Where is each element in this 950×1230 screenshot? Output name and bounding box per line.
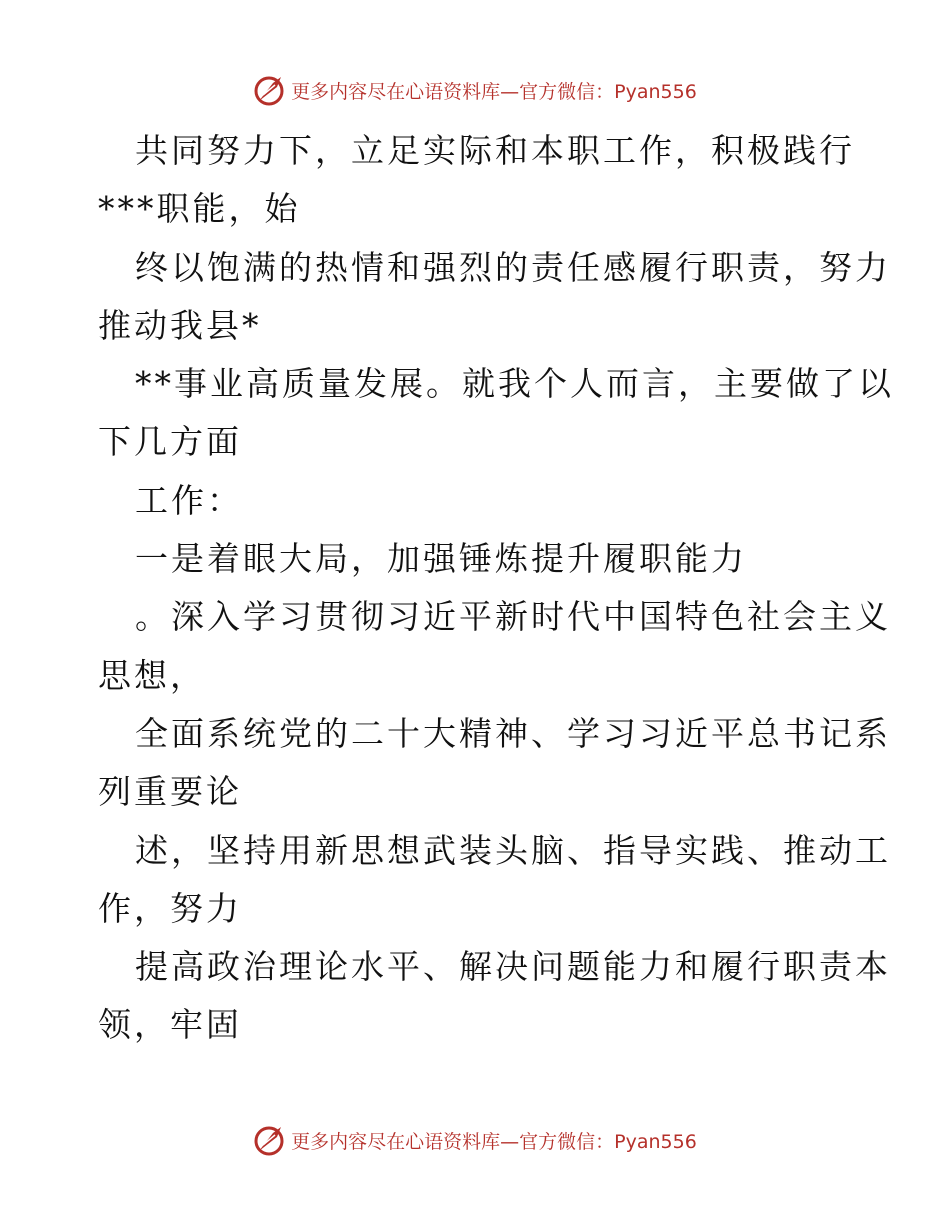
body-line: 共同努力下，立足实际和本职工作，积极践行 — [135, 131, 855, 170]
footer-brand-text: 更多内容尽在心语资料库 — [291, 1130, 501, 1153]
body-line: 述，坚持用新思想武装头脑、指导实践、推动工 — [135, 830, 891, 870]
body-line: 思想， — [98, 655, 206, 695]
quill-logo-icon — [253, 1123, 287, 1157]
body-line: 提高政治理论水平、解决问题能力和履行职责本 — [135, 947, 891, 987]
header-brand-text: 更多内容尽在心语资料库 — [291, 80, 501, 103]
body-line: **事业高质量发展。就我个人而言，主要做了以 — [135, 364, 894, 404]
body-line: 列重要论 — [98, 772, 242, 812]
footer-banner-text — [291, 1127, 697, 1154]
body-line: 推动我县* — [98, 305, 262, 345]
header-banner — [0, 70, 950, 110]
body-line: 终以饱满的热情和强烈的责任感履行职责，努力 — [135, 247, 891, 287]
body-line: 一是着眼大局，加强锤炼提升履职能力 — [135, 539, 747, 579]
body-line: 下几方面 — [98, 422, 242, 462]
footer-wechat-text: 官方微信：Pyan556 — [519, 1130, 697, 1153]
body-line: ***职能，始 — [98, 189, 301, 229]
body-line: 工作： — [135, 480, 243, 520]
body-line: 作，努力 — [98, 888, 242, 928]
body-line: 领，牢固 — [98, 1005, 242, 1045]
body-line: 全面系统党的二十大精神、学习习近平总书记系 — [135, 713, 891, 753]
footer-banner — [0, 1120, 950, 1160]
body-line: 。深入学习贯彻习近平新时代中国特色社会主义 — [135, 597, 891, 637]
footer-dash: — — [500, 1130, 520, 1153]
header-banner-text — [291, 77, 697, 104]
header-dash: — — [500, 80, 520, 103]
document-body — [98, 122, 894, 1055]
quill-logo-icon — [253, 73, 287, 107]
header-wechat-text: 官方微信：Pyan556 — [519, 80, 697, 103]
